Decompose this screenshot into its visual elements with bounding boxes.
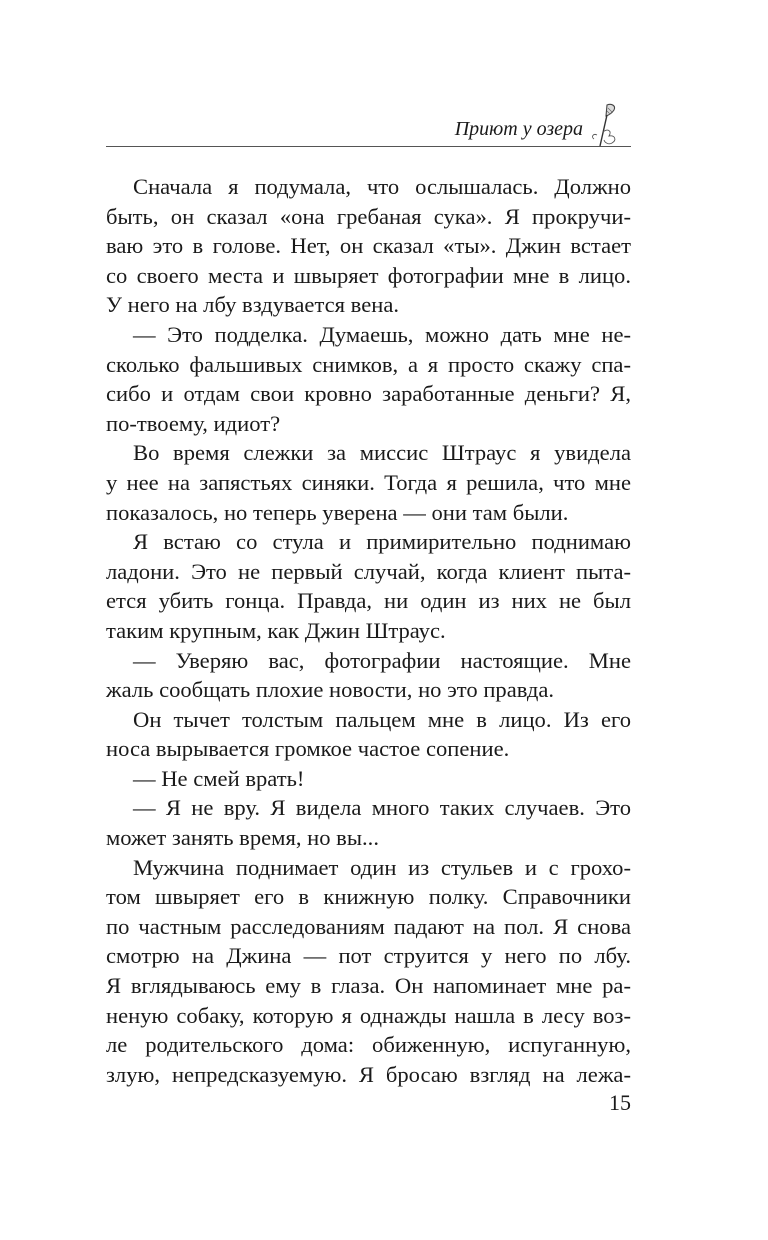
body-text bbox=[106, 172, 631, 1089]
text-line: Я вглядываюсь ему в глаза. Он напоминает мне ра- bbox=[106, 973, 631, 999]
text-line: быть, он сказал «она гребаная сука». Я прокручи- bbox=[106, 203, 631, 229]
text-line: показалось, но теперь уверена — они там были. bbox=[106, 499, 569, 525]
text-line: ле родительского дома: обиженную, испуганную, bbox=[106, 1032, 631, 1058]
text-line: Я встаю со стула и примирительно поднимаю bbox=[133, 529, 631, 555]
text-line: Он тычет толстым пальцем мне в лицо. Из его bbox=[133, 706, 631, 732]
running-header bbox=[106, 100, 631, 150]
text-line: — Я не вру. Я видела много таких случаев. Это bbox=[133, 795, 631, 821]
text-line: неную собаку, которую я однажды нашла в лесу воз- bbox=[106, 1002, 631, 1028]
text-line: Сначала я подумала, что ослышалась. Должно bbox=[133, 174, 631, 199]
quill-icon bbox=[579, 102, 623, 148]
text-line: носа вырывается громкое частое сопение. bbox=[106, 736, 510, 762]
text-line: может занять время, но вы... bbox=[106, 825, 379, 851]
text-line: сибо и отдам свои кровно заработанные деньги? Я, bbox=[106, 381, 631, 407]
text-line: сколько фальшивых снимков, а я просто скажу спа- bbox=[106, 351, 631, 377]
text-line: злую, непредсказуемую. Я бросаю взгляд на лежа- bbox=[106, 1061, 631, 1087]
text-line: — Уверяю вас, фотографии настоящие. Мне bbox=[133, 647, 631, 673]
text-line: — Не смей врать! bbox=[133, 765, 305, 791]
text-line: жаль сообщать плохие новости, но это правда. bbox=[106, 677, 555, 703]
text-line: том швыряет его в книжную полку. Справочники bbox=[106, 884, 631, 910]
text-line: — Это подделка. Думаешь, можно дать мне не- bbox=[133, 321, 631, 347]
text-line: со своего места и швыряет фотографии мне в лицо. bbox=[106, 262, 631, 288]
text-line: у нее на запястьях синяки. Тогда я решила, что мне bbox=[106, 469, 631, 495]
header-rule bbox=[106, 146, 631, 147]
running-title: Приют у озера bbox=[454, 118, 583, 140]
text-line: по-твоему, идиот? bbox=[106, 410, 281, 436]
text-line: Во время слежки за миссис Штраус я увидела bbox=[133, 440, 631, 466]
text-line: Мужчина поднимает один из стульев и с грохо- bbox=[133, 854, 631, 880]
text-line: У него на лбу вздувается вена. bbox=[106, 292, 399, 318]
text-line: ладони. Это не первый случай, когда клиент пыта- bbox=[106, 558, 631, 584]
text-line: смотрю на Джина — пот струится у него по лбу. bbox=[106, 943, 631, 969]
text-line: ется убить гонца. Правда, ни один из них не был bbox=[106, 588, 631, 614]
text-line: по частным расследованиям падают на пол. Я снова bbox=[106, 913, 631, 939]
text-line: ваю это в голове. Нет, он сказал «ты». Джин встает bbox=[106, 233, 631, 259]
page-number: 15 bbox=[609, 1090, 631, 1115]
text-line: таким крупным, как Джин Штраус. bbox=[106, 617, 446, 643]
